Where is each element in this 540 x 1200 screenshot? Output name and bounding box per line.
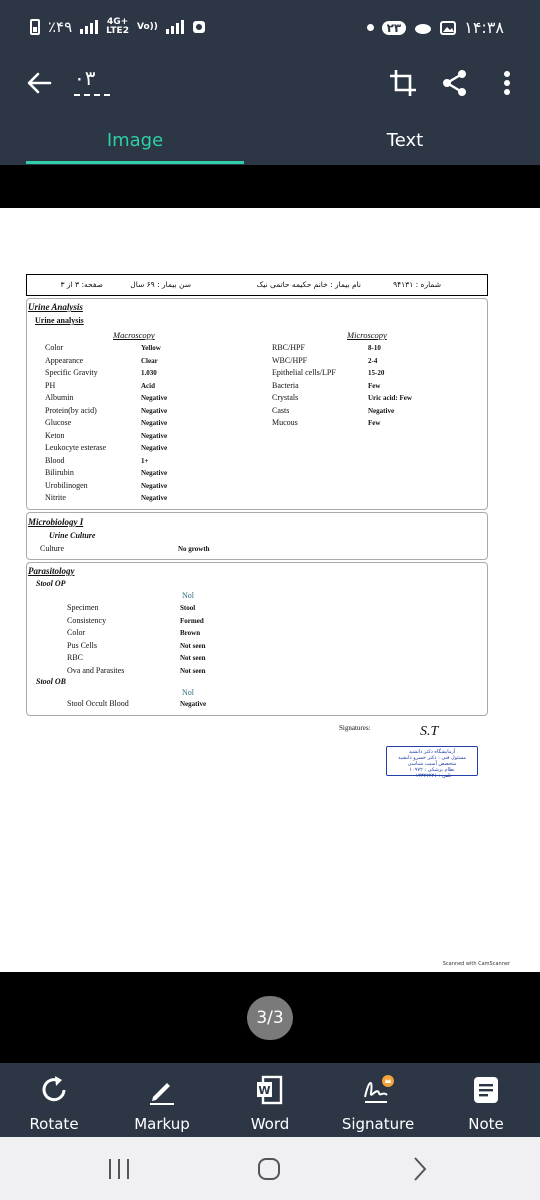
word-label: Word — [250, 1115, 290, 1133]
system-nav-bar — [0, 1137, 540, 1200]
stamp-line: آزمایشگاه دکتر دانشید — [408, 749, 456, 755]
rotate-label: Rotate — [29, 1115, 79, 1133]
nol-label-2: Nol — [182, 688, 194, 697]
macroscopy-row-label: Blood — [45, 455, 65, 465]
stool-op-row-label: Consistency — [67, 615, 107, 625]
macroscopy-row-value: Negative — [141, 394, 168, 402]
tab-text[interactable]: Text — [386, 130, 424, 151]
gallery-icon — [440, 21, 456, 35]
microscopy-row-value: 15-20 — [368, 369, 385, 377]
signal-icon-2 — [166, 20, 184, 34]
page-number: صفحه: ۳ از ۳ — [60, 280, 103, 289]
macroscopy-row-label: Bilirubin — [45, 468, 74, 477]
microscopy-row-value: 2-4 — [368, 356, 378, 365]
markup-button[interactable] — [108, 1073, 216, 1137]
macroscopy-row-label: Specific Gravity — [45, 368, 98, 377]
stool-op-row-label: Ova and Parasites — [67, 665, 125, 675]
stool-op-row-value: Brown — [180, 629, 201, 637]
microbiology-section — [26, 512, 488, 560]
culture-value: No growth — [178, 545, 210, 553]
stool-op-row-label: Specimen — [67, 603, 99, 612]
word-icon — [253, 1073, 287, 1107]
active-tab-indicator — [26, 161, 244, 164]
word-button[interactable] — [216, 1073, 324, 1137]
home-icon[interactable] — [254, 1155, 284, 1183]
macroscopy-row-value: Negative — [141, 481, 168, 490]
microscopy-row-label: Crystals — [272, 393, 299, 402]
microscopy-title: Microscopy — [347, 330, 387, 340]
macroscopy-row-value: Negative — [141, 406, 168, 415]
patient-age: سن بیمار : ۶۹ سال — [130, 280, 191, 289]
parasitology-section — [26, 562, 488, 716]
stool-op-row-value: Not seen — [180, 641, 206, 650]
preview-top-band — [0, 165, 540, 208]
macroscopy-row-value: Negative — [141, 444, 168, 452]
bottom-action-bar — [0, 1063, 540, 1137]
macroscopy-row-label: Urobilinogen — [45, 480, 88, 490]
macroscopy-row-label: Albumin — [45, 393, 74, 402]
microscopy-row-label: Mucous — [272, 418, 298, 427]
back-arrow-icon[interactable] — [22, 66, 56, 100]
macroscopy-row-value: Negative — [141, 419, 168, 427]
cloud-icon — [414, 22, 432, 34]
tab-image[interactable]: Image — [106, 130, 164, 151]
stool-op-row-value: Not seen — [180, 654, 206, 662]
note-button[interactable] — [432, 1073, 540, 1137]
more-icon[interactable] — [494, 66, 520, 100]
crop-icon[interactable] — [386, 66, 420, 100]
macroscopy-row-label: Appearance — [45, 355, 84, 365]
microscopy-row-value: Few — [368, 419, 381, 427]
macroscopy-row-label: PH — [45, 380, 56, 390]
microscopy-row-value: Few — [368, 381, 381, 390]
culture-label: Culture — [40, 544, 64, 553]
macroscopy-row-value: Yellow — [141, 344, 161, 352]
document-page[interactable] — [0, 208, 540, 972]
macroscopy-row-value: Clear — [141, 356, 158, 365]
parasitology-title: Parasitology — [28, 566, 75, 576]
scanner-watermark: Scanned with CamScanner — [442, 961, 510, 967]
microscopy-row-label: WBC/HPF — [272, 355, 308, 365]
share-icon[interactable] — [438, 66, 472, 100]
microscopy-row-label: Bacteria — [272, 380, 299, 390]
view-tabs — [0, 120, 540, 165]
back-nav-icon[interactable] — [405, 1155, 435, 1183]
macroscopy-title: Macroscopy — [113, 330, 155, 340]
signature-label: Signature — [341, 1115, 415, 1133]
note-icon — [469, 1073, 503, 1107]
svg-text:W: W — [258, 1084, 271, 1097]
urine-analysis-subtitle: Urine analysis — [35, 316, 84, 325]
page-indicator: 3/3 — [247, 996, 293, 1040]
urine-analysis-title: Urine Analysis — [28, 302, 83, 312]
macroscopy-row-value: Negative — [141, 431, 168, 440]
rotate-icon — [37, 1073, 71, 1107]
signature-button[interactable] — [324, 1073, 432, 1137]
app-notification-icon — [192, 20, 206, 34]
patient-name: نام بیمار : خانم حکیمه حاتمی نیک — [256, 280, 361, 289]
document-title[interactable]: ۰۳ — [74, 66, 110, 96]
urine-culture-title: Urine Culture — [49, 531, 96, 540]
stool-op-row-label: Color — [67, 628, 86, 637]
macroscopy-row-label: Nitrite — [45, 493, 66, 502]
nol-label: Nol — [182, 591, 194, 600]
macroscopy-row-value: Acid — [141, 381, 155, 390]
markup-label: Markup — [134, 1115, 190, 1133]
stool-op-row-value: Formed — [180, 616, 204, 625]
lab-stamp — [386, 746, 478, 779]
macroscopy-row-value: 1.030 — [141, 369, 157, 377]
stool-op-row-value: Stool — [180, 604, 196, 612]
microscopy-row-label: Epithelial cells/LPF — [272, 368, 336, 377]
report-number: شماره : ۹۴۱۳۱ — [393, 280, 441, 289]
stool-op-row-value: Not seen — [180, 666, 206, 675]
macroscopy-row-value: Negative — [141, 469, 168, 477]
microscopy-row-label: RBC/HPF — [272, 343, 305, 352]
stool-ob-title: Stool OB — [36, 677, 67, 686]
stool-occult-blood-value: Negative — [180, 700, 207, 708]
stamp-line: مسئول فنی : دکتر خسرو دانشید — [398, 755, 466, 761]
macroscopy-row-label: Keton — [45, 430, 65, 440]
network-type: 4G+ LTE2 — [106, 17, 129, 36]
report-header — [26, 274, 488, 296]
status-right — [367, 18, 504, 37]
recents-icon[interactable] — [104, 1155, 134, 1183]
signal-icon — [80, 20, 98, 34]
macroscopy-row-value: Negative — [141, 494, 168, 502]
signature: S.T — [420, 724, 439, 739]
microscopy-row-value: Uric acid: Few — [368, 394, 412, 402]
stool-op-row-label: Pus Cells — [67, 640, 98, 650]
macroscopy-row-value: 1+ — [141, 456, 149, 465]
macroscopy-row-label: Leukocyte esterase — [45, 443, 107, 452]
stamp-line: نظام پزشکی : ۱۰۹۷۲ — [409, 767, 455, 773]
rotate-button[interactable] — [0, 1073, 108, 1137]
microscopy-row-value: Negative — [368, 406, 395, 415]
stool-op-row-label: RBC — [67, 653, 84, 662]
status-bar — [0, 0, 540, 56]
signatures-label: Signatures: — [339, 724, 371, 732]
macroscopy-row-label: Color — [45, 343, 64, 352]
clock: ۱۴:۳۸ — [464, 18, 504, 37]
microscopy-row-label: Casts — [272, 405, 290, 415]
status-left — [30, 18, 206, 36]
top-toolbar — [0, 56, 540, 112]
microbiology-title: Microbiology I — [28, 517, 84, 527]
stamp-line: تلفن : ۰۱۳۳۲۲۲۲۱ — [412, 773, 452, 779]
notification-dot-icon — [367, 24, 374, 31]
battery-icon — [30, 19, 40, 35]
urine-analysis-section — [26, 298, 488, 510]
signature-icon — [361, 1073, 395, 1107]
microscopy-row-value: 8-10 — [368, 344, 381, 352]
stool-occult-blood-label: Stool Occult Blood — [67, 699, 129, 708]
volte-indicator: Vo)) — [136, 21, 158, 32]
note-label: Note — [468, 1115, 504, 1133]
battery-percent: ٪۴۹ — [48, 18, 73, 36]
macroscopy-row-label: Glucose — [45, 418, 72, 427]
stamp-line: متخصص آسیب شناسی — [407, 761, 457, 767]
stool-op-title: Stool OP — [36, 579, 66, 588]
pen-icon — [145, 1073, 179, 1107]
notification-badge: ۲۳ — [382, 21, 407, 35]
macroscopy-row-label: Protein(by acid) — [45, 405, 97, 415]
